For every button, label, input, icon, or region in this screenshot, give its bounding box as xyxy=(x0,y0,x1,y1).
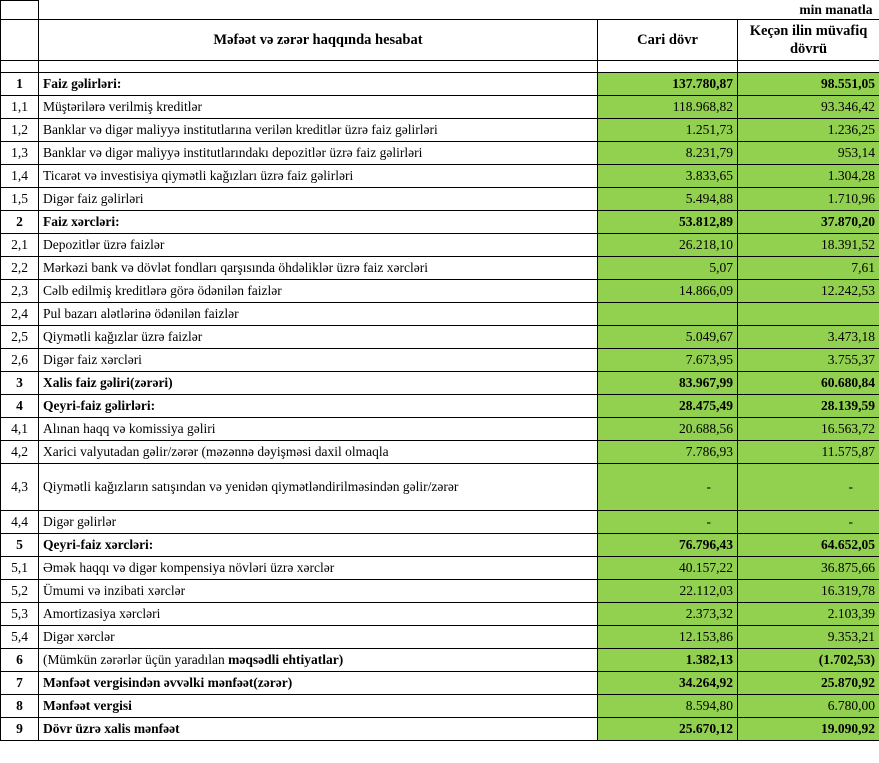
value-previous-period: 60.680,84 xyxy=(738,372,879,395)
value-current-period: 5.049,67 xyxy=(598,326,738,349)
row-number: 1,1 xyxy=(1,96,39,119)
value-previous-period xyxy=(738,303,879,326)
table-row xyxy=(1,580,879,603)
row-label-text: (Mümkün zərərlər üçün yaradılan xyxy=(43,652,229,668)
row-label xyxy=(39,649,598,672)
spacer-cell xyxy=(598,61,738,73)
row-label xyxy=(39,626,598,649)
value-current-period: 7.786,93 xyxy=(598,441,738,464)
row-label-bold-text: məqsədli ehtiyatlar) xyxy=(228,652,344,668)
row-label xyxy=(39,672,598,695)
value-current-period: 28.475,49 xyxy=(598,395,738,418)
value-previous-period: 98.551,05 xyxy=(738,73,879,96)
table-body xyxy=(1,73,879,741)
row-number: 2 xyxy=(1,211,39,234)
row-number: 4 xyxy=(1,395,39,418)
row-label xyxy=(39,142,598,165)
units-spacer xyxy=(39,1,598,20)
value-current-period: 22.112,03 xyxy=(598,580,738,603)
row-number: 4,3 xyxy=(1,464,39,511)
table-row xyxy=(1,695,879,718)
row-label xyxy=(39,441,598,464)
value-current-period: 76.796,43 xyxy=(598,534,738,557)
row-label-text: Müştərilərə verilmiş kreditlər xyxy=(43,99,202,115)
row-label-text: Qiymətli kağızlar üzrə faizlər xyxy=(43,329,203,345)
row-label xyxy=(39,188,598,211)
value-current-period: - xyxy=(598,464,738,511)
value-current-period: 1.382,13 xyxy=(598,649,738,672)
value-previous-period: - xyxy=(738,464,879,511)
value-previous-period: 28.139,59 xyxy=(738,395,879,418)
table-title: Məfəət və zərər haqqında hesabat xyxy=(39,20,598,61)
row-number: 7 xyxy=(1,672,39,695)
row-label-text: Əmək haqqı və digər kompensiya növləri üzrə xərclər xyxy=(43,560,335,576)
value-previous-period: (1.702,53) xyxy=(738,649,879,672)
spacer-cell xyxy=(1,61,39,73)
row-number: 2,6 xyxy=(1,349,39,372)
row-label xyxy=(39,580,598,603)
row-label-text: Banklar və digər maliyyə institutlarındakı depozitlər üzrə faiz gəlirləri xyxy=(43,145,423,161)
value-current-period: 53.812,89 xyxy=(598,211,738,234)
value-previous-period: 12.242,53 xyxy=(738,280,879,303)
row-label-text: Pul bazarı alətlərinə ödənilən faizlər xyxy=(43,306,239,322)
row-label xyxy=(39,119,598,142)
value-current-period: 8.231,79 xyxy=(598,142,738,165)
row-label xyxy=(39,418,598,441)
row-number: 5,3 xyxy=(1,603,39,626)
row-label-text: Dövr üzrə xalis mənfəət xyxy=(43,721,180,737)
row-label-text: Ticarət və investisiya qiymətli kağızları üzrə faiz gəlirləri xyxy=(43,168,354,184)
value-previous-period: 16.319,78 xyxy=(738,580,879,603)
value-previous-period: - xyxy=(738,511,879,534)
table-row xyxy=(1,534,879,557)
table-row xyxy=(1,372,879,395)
row-label xyxy=(39,234,598,257)
header-corner-cell xyxy=(1,20,39,61)
col-header-previous-period: Keçən ilin müvafiq dövrü xyxy=(738,20,879,61)
col-header-current-period: Cari dövr xyxy=(598,20,738,61)
row-label-text: Digər faiz xərcləri xyxy=(43,352,142,368)
units-spacer xyxy=(598,1,738,20)
value-previous-period: 6.780,00 xyxy=(738,695,879,718)
row-label xyxy=(39,534,598,557)
table-row xyxy=(1,349,879,372)
value-previous-period: 16.563,72 xyxy=(738,418,879,441)
row-number: 3 xyxy=(1,372,39,395)
row-label xyxy=(39,96,598,119)
row-label xyxy=(39,349,598,372)
row-label-text: Alınan haqq və komissiya gəliri xyxy=(43,421,216,437)
row-number: 2,5 xyxy=(1,326,39,349)
row-label-text: Ümumi və inzibati xərclər xyxy=(43,583,186,599)
value-previous-period: 11.575,87 xyxy=(738,441,879,464)
row-label-text: Xarici valyutadan gəlir/zərər (məzənnə dəyişməsi daxil olmaqla xyxy=(43,444,389,460)
table-row xyxy=(1,165,879,188)
spacer-cell xyxy=(738,61,879,73)
row-label xyxy=(39,603,598,626)
table-row xyxy=(1,626,879,649)
spacer-cell xyxy=(39,61,598,73)
row-number: 4,4 xyxy=(1,511,39,534)
row-label-text: Banklar və digər maliyyə institutlarına verilən kreditlər üzrə faiz gəlirləri xyxy=(43,122,438,138)
row-label-text: Faiz xərcləri: xyxy=(43,214,120,230)
row-label-text: Amortizasiya xərcləri xyxy=(43,606,161,622)
table-row xyxy=(1,142,879,165)
value-current-period: 7.673,95 xyxy=(598,349,738,372)
row-number: 1,5 xyxy=(1,188,39,211)
value-current-period xyxy=(598,303,738,326)
spacer-row xyxy=(1,61,879,73)
header-row xyxy=(1,20,879,61)
units-note: min manatla xyxy=(799,1,873,17)
row-number: 5,4 xyxy=(1,626,39,649)
value-previous-period: 953,14 xyxy=(738,142,879,165)
row-number: 9 xyxy=(1,718,39,741)
value-previous-period: 93.346,42 xyxy=(738,96,879,119)
table-row xyxy=(1,464,879,511)
row-label xyxy=(39,464,598,511)
table-row xyxy=(1,511,879,534)
value-previous-period: 37.870,20 xyxy=(738,211,879,234)
value-current-period: 25.670,12 xyxy=(598,718,738,741)
row-label-text: Xalis faiz gəliri(zərəri) xyxy=(43,375,173,391)
value-previous-period: 1.304,28 xyxy=(738,165,879,188)
value-current-period: 137.780,87 xyxy=(598,73,738,96)
row-number: 6 xyxy=(1,649,39,672)
table-row xyxy=(1,326,879,349)
row-label xyxy=(39,211,598,234)
row-label xyxy=(39,372,598,395)
value-current-period: 20.688,56 xyxy=(598,418,738,441)
value-current-period: 26.218,10 xyxy=(598,234,738,257)
row-number: 4,1 xyxy=(1,418,39,441)
row-label-text: Mənfəət vergisindən əvvəlki mənfəət(zərər) xyxy=(43,675,293,691)
row-label xyxy=(39,695,598,718)
row-number: 1 xyxy=(1,73,39,96)
units-row xyxy=(1,1,879,20)
table-row xyxy=(1,280,879,303)
value-current-period: 40.157,22 xyxy=(598,557,738,580)
value-current-period: 8.594,80 xyxy=(598,695,738,718)
value-current-period: 34.264,92 xyxy=(598,672,738,695)
table-row xyxy=(1,672,879,695)
value-previous-period: 2.103,39 xyxy=(738,603,879,626)
table-row xyxy=(1,441,879,464)
table-row xyxy=(1,234,879,257)
table-row xyxy=(1,418,879,441)
row-label-text: Depozitlər üzrə faizlər xyxy=(43,237,165,253)
table-row xyxy=(1,188,879,211)
row-label-text: Qeyri-faiz gəlirləri: xyxy=(43,398,156,414)
value-previous-period: 1.236,25 xyxy=(738,119,879,142)
row-label xyxy=(39,165,598,188)
row-label-text: Digər gəlirlər xyxy=(43,514,117,530)
table-row xyxy=(1,303,879,326)
row-label xyxy=(39,511,598,534)
row-label-text: Mərkəzi bank və dövlət fondları qarşısında öhdəliklər üzrə faiz xərcləri xyxy=(43,260,428,276)
value-current-period: 14.866,09 xyxy=(598,280,738,303)
value-previous-period: 3.473,18 xyxy=(738,326,879,349)
table-row xyxy=(1,211,879,234)
value-current-period: 5,07 xyxy=(598,257,738,280)
value-current-period: 1.251,73 xyxy=(598,119,738,142)
row-label-text: Faiz gəlirləri: xyxy=(43,76,122,92)
row-label-text: Digər xərclər xyxy=(43,629,115,645)
row-label xyxy=(39,280,598,303)
value-previous-period: 36.875,66 xyxy=(738,557,879,580)
row-number: 1,4 xyxy=(1,165,39,188)
row-label-text: Mənfəət vergisi xyxy=(43,698,132,714)
value-current-period: - xyxy=(598,511,738,534)
value-current-period: 12.153,86 xyxy=(598,626,738,649)
row-number: 8 xyxy=(1,695,39,718)
value-previous-period: 3.755,37 xyxy=(738,349,879,372)
row-label xyxy=(39,557,598,580)
row-label xyxy=(39,718,598,741)
corner-cell xyxy=(1,1,39,20)
table-row xyxy=(1,73,879,96)
table-row xyxy=(1,603,879,626)
value-previous-period: 19.090,92 xyxy=(738,718,879,741)
row-label-text: Cəlb edilmiş kreditlərə görə ödənilən faizlər xyxy=(43,283,282,299)
row-number: 1,2 xyxy=(1,119,39,142)
value-current-period: 118.968,82 xyxy=(598,96,738,119)
row-number: 1,3 xyxy=(1,142,39,165)
row-number: 2,3 xyxy=(1,280,39,303)
table-row xyxy=(1,119,879,142)
row-number: 2,2 xyxy=(1,257,39,280)
table-row xyxy=(1,649,879,672)
value-current-period: 83.967,99 xyxy=(598,372,738,395)
row-number: 2,1 xyxy=(1,234,39,257)
row-number: 5,2 xyxy=(1,580,39,603)
row-label-text: Qiymətli kağızların satışından və yenidən qiymətləndirilməsindən gəlir/zərər xyxy=(43,479,459,495)
table-row xyxy=(1,557,879,580)
table-row xyxy=(1,257,879,280)
table-row xyxy=(1,96,879,119)
row-label xyxy=(39,326,598,349)
row-label-text: Digər faiz gəlirləri xyxy=(43,191,144,207)
row-label xyxy=(39,73,598,96)
value-current-period: 2.373,32 xyxy=(598,603,738,626)
value-current-period: 3.833,65 xyxy=(598,165,738,188)
row-label xyxy=(39,257,598,280)
table-row xyxy=(1,395,879,418)
row-label xyxy=(39,303,598,326)
table-row xyxy=(1,718,879,741)
row-label-text: Qeyri-faiz xərcləri: xyxy=(43,537,154,553)
value-previous-period: 7,61 xyxy=(738,257,879,280)
row-label xyxy=(39,395,598,418)
value-current-period: 5.494,88 xyxy=(598,188,738,211)
value-previous-period: 1.710,96 xyxy=(738,188,879,211)
row-number: 5,1 xyxy=(1,557,39,580)
value-previous-period: 9.353,21 xyxy=(738,626,879,649)
row-number: 2,4 xyxy=(1,303,39,326)
value-previous-period: 18.391,52 xyxy=(738,234,879,257)
value-previous-period: 64.652,05 xyxy=(738,534,879,557)
row-number: 4,2 xyxy=(1,441,39,464)
value-previous-period: 25.870,92 xyxy=(738,672,879,695)
row-number: 5 xyxy=(1,534,39,557)
